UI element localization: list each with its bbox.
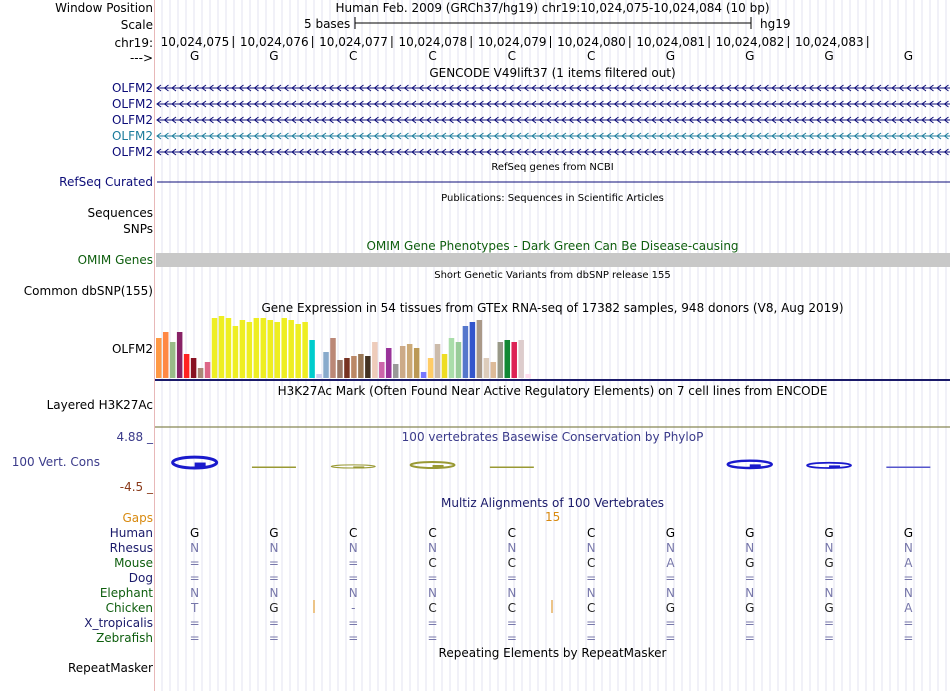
alignment-base: G	[824, 526, 834, 540]
gtex-bar	[184, 354, 190, 378]
omim-title[interactable]: OMIM Gene Phenotypes - Dark Green Can Be Disease-causing	[366, 239, 739, 253]
alignment-base: =	[427, 616, 438, 630]
gtex-bar	[177, 332, 183, 378]
gtex-bar	[442, 354, 448, 378]
alignment-base: G	[745, 601, 755, 615]
species-label[interactable]: Chicken	[105, 601, 153, 615]
reference-base: G	[824, 49, 834, 63]
gtex-bar	[379, 362, 385, 378]
gtex-bar	[525, 374, 531, 378]
gtex-label[interactable]: OLFM2	[111, 342, 153, 356]
gtex-bar	[421, 372, 427, 378]
gtex-bar	[240, 320, 246, 378]
gtex-bar	[470, 322, 476, 378]
gtex-bar	[226, 318, 232, 378]
alignment-base: A	[904, 601, 913, 615]
gtex-bar	[358, 354, 364, 378]
alignment-base: C	[428, 526, 437, 540]
alignment-base: C	[349, 526, 358, 540]
species-label[interactable]: Rhesus	[109, 541, 153, 555]
h3k27ac-title[interactable]: H3K27Ac Mark (Often Found Near Active Regulatory Elements) on 7 cell lines from ENCODE	[277, 384, 828, 398]
gtex-bar	[407, 344, 413, 378]
coordinate-label: 10,024,079	[477, 35, 547, 49]
alignment-base: N	[507, 541, 517, 555]
alignment-base: G	[665, 601, 676, 615]
cons-score-logo-bar	[829, 465, 840, 468]
gtex-bar	[386, 348, 392, 378]
alignment-base: =	[506, 616, 517, 630]
gtex-bar	[518, 340, 524, 378]
cons-score-logo	[490, 467, 534, 469]
coordinate-label: 10,024,078	[398, 35, 468, 49]
omim-bar	[156, 253, 950, 267]
gtex-bar	[372, 342, 378, 378]
gtex-bar	[163, 332, 169, 378]
alignment-base: A	[666, 556, 675, 570]
alignment-base: N	[586, 541, 596, 555]
gtex-bar	[316, 374, 322, 378]
dbsnp-label[interactable]: Common dbSNP(155)	[23, 284, 153, 298]
gtex-bar	[400, 346, 406, 378]
scale-label: Scale	[120, 18, 153, 32]
gencode-transcript-label[interactable]: OLFM2	[111, 81, 153, 95]
gtex-bar	[330, 338, 336, 378]
alignment-base: G	[269, 601, 279, 615]
alignment-base: =	[506, 631, 517, 645]
coordinate-label: 10,024,082	[715, 35, 785, 49]
gtex-bar	[323, 352, 329, 378]
alignment-base: =	[348, 631, 359, 645]
reference-base: G	[745, 49, 755, 63]
gtex-bar	[309, 340, 315, 378]
gaps-label: Gaps	[122, 511, 153, 525]
gtex-bar	[295, 324, 301, 378]
coordinate-label: 10,024,081	[636, 35, 706, 49]
reference-base: C	[428, 49, 437, 63]
gtex-bar	[268, 320, 274, 378]
reference-base: C	[349, 49, 358, 63]
gtex-bar	[463, 326, 469, 378]
alignment-base: C	[507, 526, 517, 540]
alignment-base: N	[903, 586, 913, 600]
gtex-bar	[435, 344, 441, 378]
gtex-bar	[254, 318, 260, 378]
gtex-bar	[449, 338, 455, 378]
gencode-title[interactable]: GENCODE V49lift37 (1 items filtered out)	[429, 66, 676, 80]
gencode-transcript-label[interactable]: OLFM2	[111, 97, 153, 111]
alignment-base: =	[665, 571, 676, 585]
alignment-base: =	[665, 616, 676, 630]
alignment-base: G	[665, 526, 676, 540]
alignment-base: =	[427, 571, 438, 585]
alignment-base: N	[190, 586, 200, 600]
alignment-base: =	[744, 571, 755, 585]
gtex-title[interactable]: Gene Expression in 54 tissues from GTEx RNA-seq of 17382 samples, 948 donors (V8, Aug 2019)	[261, 301, 844, 315]
reference-base: G	[903, 49, 913, 63]
cons-score-logo-bar	[353, 466, 364, 468]
alignment-base: =	[348, 556, 359, 570]
alignment-base: N	[507, 586, 517, 600]
alignment-base: =	[268, 556, 279, 570]
alignment-base: =	[903, 616, 914, 630]
alignment-base: N	[665, 541, 675, 555]
alignment-base: T	[190, 601, 199, 615]
gtex-bar	[212, 318, 218, 378]
gtex-bar	[302, 322, 308, 378]
coordinate-label: 10,024,083	[794, 35, 864, 49]
cons-score-logo	[252, 467, 296, 469]
label-separator	[154, 0, 155, 691]
alignment-base: N	[665, 586, 675, 600]
chrom-label: chr19:	[114, 36, 153, 50]
alignment-base: N	[903, 541, 913, 555]
reference-base: C	[507, 49, 517, 63]
gtex-bar	[477, 320, 483, 378]
gtex-bar	[498, 342, 504, 378]
gtex-bar	[191, 358, 197, 378]
window-position-text: Human Feb. 2009 (GRCh37/hg19) chr19:10,024,075-10,024,084 (10 bp)	[335, 1, 770, 15]
reference-base: G	[189, 49, 200, 63]
alignment-base: =	[427, 631, 438, 645]
coordinate-label: 10,024,080	[557, 35, 626, 49]
cons-score-logo-bar	[433, 465, 444, 468]
gtex-bar	[505, 340, 511, 378]
cons-max: 4.88 _	[116, 430, 153, 444]
gtex-bar	[365, 356, 371, 378]
publications-title[interactable]: Publications: Sequences in Scientific Articles	[441, 193, 664, 204]
gtex-bar	[393, 364, 399, 378]
cons-min: -4.5 _	[119, 480, 153, 494]
coordinate-label: 10,024,075	[160, 35, 230, 49]
alignment-base: C	[507, 601, 517, 615]
alignment-base: =	[189, 556, 200, 570]
cons-score-logo-bar	[195, 463, 206, 468]
alignment-base: N	[269, 541, 279, 555]
gtex-bar	[484, 358, 490, 378]
gtex-bar	[274, 322, 280, 378]
alignment-base: N	[348, 541, 358, 555]
alignment-base: =	[506, 571, 517, 585]
cons-title[interactable]: 100 vertebrates Basewise Conservation by PhyloP	[401, 430, 704, 444]
alignment-base: =	[189, 571, 200, 585]
species-label[interactable]: X_tropicalis	[84, 616, 153, 630]
gtex-bar	[281, 318, 287, 378]
alignment-base: N	[428, 541, 438, 555]
cons-score-logo	[886, 467, 930, 469]
coordinate-label: 10,024,076	[239, 35, 309, 49]
gtex-bar	[261, 318, 267, 378]
gtex-bar	[337, 360, 343, 378]
alignment-base: =	[189, 616, 200, 630]
alignment-base: =	[586, 631, 597, 645]
species-label[interactable]: Zebrafish	[96, 631, 153, 645]
window-position-label: Window Position	[55, 1, 153, 15]
alignment-base: N	[824, 586, 834, 600]
alignment-base: G	[745, 556, 755, 570]
alignment-base: G	[824, 556, 834, 570]
alignment-base: =	[586, 616, 597, 630]
gtex-bar	[428, 358, 434, 378]
species-label[interactable]: Human	[109, 526, 153, 540]
omim-label[interactable]: OMIM Genes	[77, 253, 153, 267]
gtex-bar	[247, 322, 253, 378]
alignment-base: G	[903, 526, 913, 540]
gtex-bar	[351, 356, 357, 378]
alignment-base: =	[268, 631, 279, 645]
gencode-transcript-label[interactable]: OLFM2	[111, 113, 153, 127]
scale-text: 5 bases	[304, 17, 351, 31]
alignment-base: N	[745, 586, 755, 600]
refseq-label[interactable]: RefSeq Curated	[59, 175, 153, 189]
alignment-base: =	[665, 631, 676, 645]
gtex-bar	[156, 338, 162, 378]
reference-base: C	[586, 49, 596, 63]
repeatmasker-label[interactable]: RepeatMasker	[67, 661, 153, 675]
h3k27ac-label[interactable]: Layered H3K27Ac	[46, 398, 153, 412]
gtex-bar	[219, 316, 225, 378]
alignment-base: N	[348, 586, 358, 600]
scale-assembly: hg19	[760, 17, 791, 31]
gtex-bar	[414, 348, 420, 378]
alignment-base: C	[428, 601, 437, 615]
alignment-base: =	[189, 631, 200, 645]
snps-label[interactable]: SNPs	[123, 222, 153, 236]
alignment-base: N	[586, 586, 596, 600]
gtex-bar	[288, 320, 294, 378]
gtex-bar	[491, 362, 497, 378]
alignment-base: -	[351, 601, 356, 615]
gtex-bar	[456, 342, 462, 378]
alignment-base: N	[824, 541, 834, 555]
alignment-base: =	[903, 631, 914, 645]
alignment-base: G	[745, 526, 755, 540]
alignment-base: C	[586, 601, 596, 615]
reference-base: G	[665, 49, 676, 63]
gtex-bar	[344, 358, 350, 378]
alignment-base: =	[268, 571, 279, 585]
species-label[interactable]: Dog	[128, 571, 153, 585]
gtex-bar	[233, 326, 239, 378]
strand-label: --->	[129, 51, 153, 65]
alignment-base: =	[903, 571, 914, 585]
alignment-base: =	[744, 631, 755, 645]
multiz-title[interactable]: Multiz Alignments of 100 Vertebrates	[440, 496, 665, 510]
gencode-transcript-label[interactable]: OLFM2	[111, 145, 153, 159]
gtex-bar	[170, 342, 176, 378]
sequences-label[interactable]: Sequences	[87, 206, 153, 220]
alignment-base: A	[904, 556, 913, 570]
alignment-base: N	[428, 586, 438, 600]
alignment-base: C	[586, 526, 596, 540]
gtex-bar	[511, 342, 516, 378]
alignment-base: C	[507, 556, 517, 570]
gtex-bar	[205, 362, 211, 378]
species-label[interactable]: Elephant	[99, 586, 153, 600]
alignment-base: N	[190, 541, 200, 555]
repeatmasker-title[interactable]: Repeating Elements by RepeatMasker	[438, 646, 667, 660]
alignment-base: =	[268, 616, 279, 630]
alignment-base: G	[189, 526, 200, 540]
cons-label[interactable]: 100 Vert. Cons	[11, 455, 100, 469]
alignment-base: N	[745, 541, 755, 555]
gtex-bar	[198, 368, 204, 378]
gaps-value: 15	[545, 510, 561, 524]
alignment-base: =	[744, 616, 755, 630]
alignment-base: =	[348, 571, 359, 585]
refseq-title[interactable]: RefSeq genes from NCBI	[491, 162, 614, 173]
alignment-base: G	[824, 601, 834, 615]
coordinate-label: 10,024,077	[319, 35, 388, 49]
alignment-base: =	[824, 631, 835, 645]
alignment-base: C	[428, 556, 437, 570]
alignment-base: =	[586, 571, 597, 585]
alignment-base: =	[824, 571, 835, 585]
alignment-base: N	[269, 586, 279, 600]
species-label[interactable]: Mouse	[114, 556, 153, 570]
alignment-base: =	[824, 616, 835, 630]
cons-score-logo-bar	[750, 464, 761, 468]
alignment-base: G	[269, 526, 279, 540]
gencode-transcript-label[interactable]: OLFM2	[111, 129, 153, 143]
reference-base: G	[269, 49, 279, 63]
alignment-base: =	[348, 616, 359, 630]
dbsnp-title[interactable]: Short Genetic Variants from dbSNP release 155	[434, 270, 671, 281]
alignment-base: C	[586, 556, 596, 570]
